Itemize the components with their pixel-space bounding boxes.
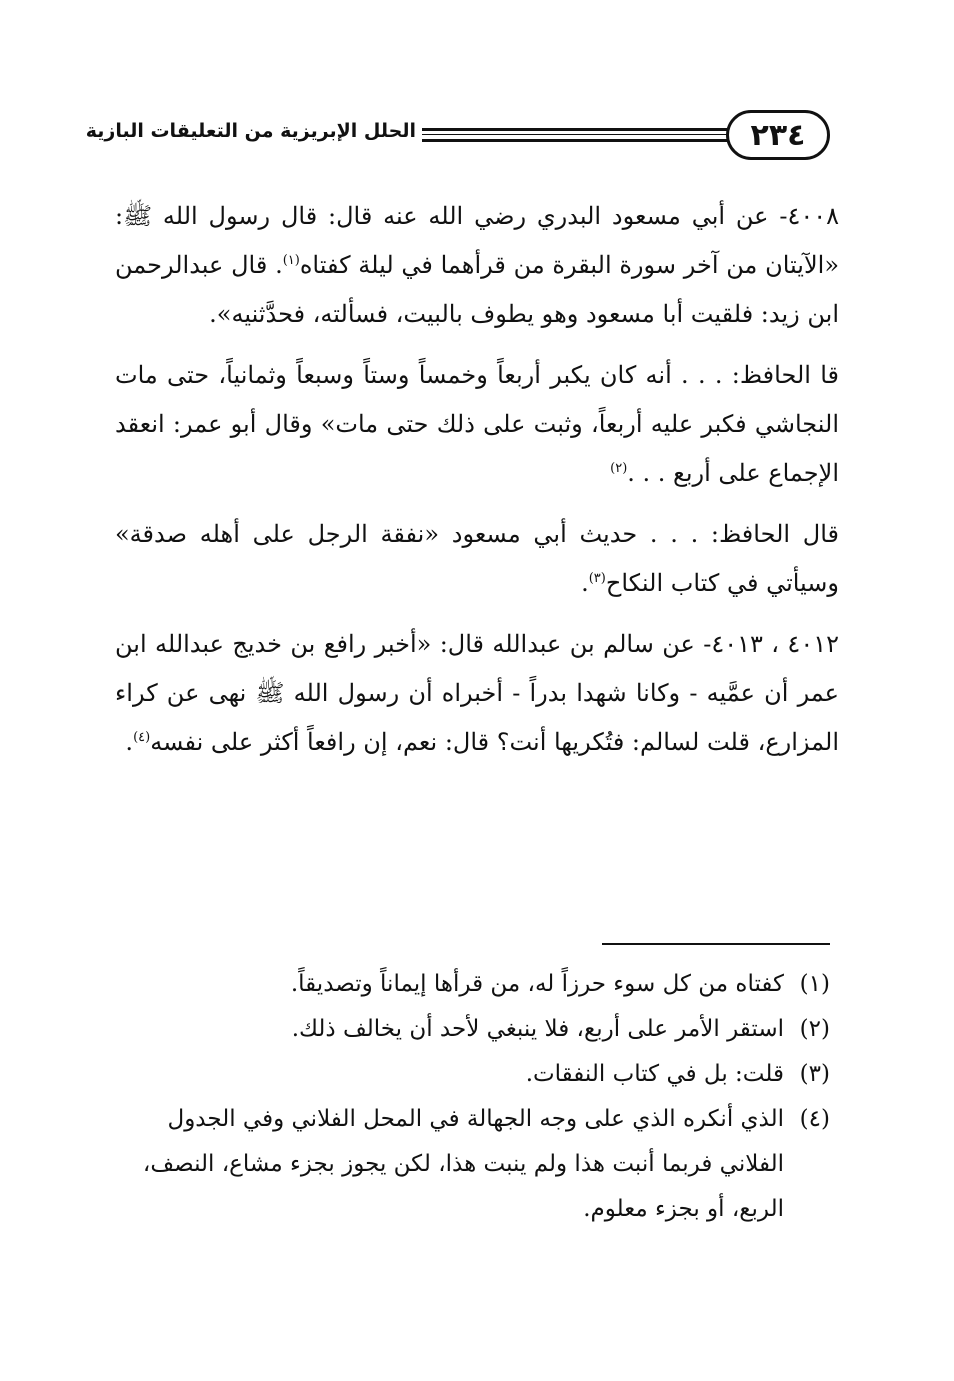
paragraph-text: قال الحافظ: . . . حديث أبي مسعود «نفقة الرجل على أهله صدقة» وسيأتي في كتاب النكاح — [115, 520, 839, 597]
footnote-ref: (٣) — [588, 571, 606, 586]
page-number: ٢٣٤ — [726, 110, 830, 160]
main-text — [115, 192, 839, 779]
footnote-marker: (٢) — [799, 1016, 830, 1042]
page-header — [85, 110, 840, 166]
book-title: الحلل الإبريزية من التعليقات البازية — [85, 120, 416, 142]
header-rule — [422, 128, 732, 142]
paragraph-hadith-4008 — [115, 192, 839, 339]
paragraph-text: . — [125, 728, 134, 756]
footnote-separator — [602, 943, 830, 945]
footnote-text: استقر الأمر على أربع، فلا ينبغي لأحد أن يخالف ذلك. — [291, 1016, 784, 1042]
footnote-text: كفتاه من كل سوء حرزاً له، من قرأها إيماناً وتصديقاً. — [290, 971, 784, 997]
footnote-1 — [112, 962, 830, 1007]
paragraph-text: . — [581, 569, 589, 597]
footnote-2 — [112, 1007, 830, 1052]
paragraph-hadith-4012 — [115, 620, 839, 767]
paragraph-hafiz-comment-2 — [115, 510, 839, 608]
footnote-ref: (١) — [282, 253, 300, 268]
paragraph-text: ٤٠١٢ ، ٤٠١٣- عن سالم بن عبدالله قال: «أخبر رافع بن خديج عبدالله ابن عمر أن عمَّيه - وكانا شهدا بدراً - أخبراه أن رسول الله ﷺ نهى عن كراء المزارع، قلت لسالم: فتُكريها أنت؟ قال: نعم، إن رافعاً أكثر على نفسه — [115, 630, 839, 756]
footnote-3 — [112, 1052, 830, 1097]
footnote-marker: (٣) — [799, 1061, 830, 1087]
footnote-marker: (١) — [799, 971, 830, 997]
paragraph-hafiz-comment — [115, 351, 839, 498]
footnote-marker: (٤) — [799, 1106, 830, 1132]
footnote-text: الذي أنكره الذي على وجه الجهالة في المحل الفلاني وفي الجدول الفلاني فربما أنبت هذا ولم ينبت هذا، لكن يجوز بجزء مشاع، النصف، الربع، أو بجزء معلوم. — [142, 1106, 784, 1222]
footnote-text: قلت: بل في كتاب النفقات. — [525, 1061, 784, 1087]
footnote-ref: (٤) — [133, 730, 151, 745]
footnote-4 — [112, 1097, 830, 1232]
paragraph-text: ٤٠٠٨- عن أبي مسعود البدري رضي الله عنه قال: قال رسول الله ﷺ: «الآيتان من آخر سورة البقرة من قرأهما في ليلة كفتاه — [115, 202, 839, 279]
paragraph-text: قا الحافظ: . . . أنه كان يكبر أربعاً وخمساً وستاً وسبعاً وثمانياً، حتى مات النجاشي فكبر عليه أربعاً، وثبت على ذلك حتى مات» وقال أبو عمر: انعقد الإجماع على أربع . . . — [115, 361, 839, 487]
footnotes — [112, 962, 830, 1232]
footnote-ref: (٢) — [610, 461, 628, 476]
paragraph-text: . قال عبدالرحمن ابن زيد: فلقيت أبا مسعود وهو يطوف بالبيت، فسألته، فحدَّثنيه». — [115, 251, 839, 328]
